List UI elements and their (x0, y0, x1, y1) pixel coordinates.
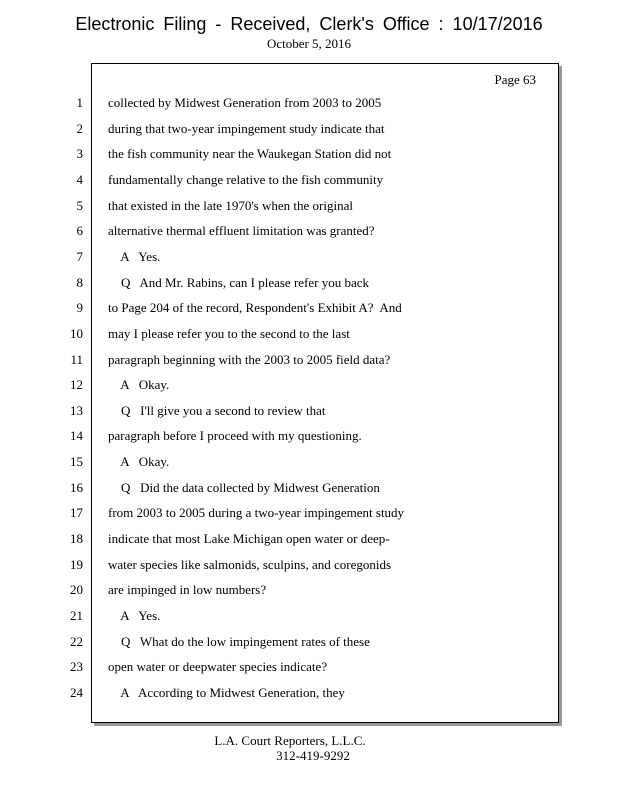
line-number: 6 (76, 223, 83, 239)
line-number: 23 (70, 659, 83, 675)
transcript-line: during that two-year impingement study indicate that (108, 120, 385, 136)
line-number: 11 (70, 351, 83, 367)
transcript-line: Q What do the low impingement rates of these (108, 633, 370, 649)
footer-phone: 312-419-9292 (276, 748, 350, 763)
transcript-line: A Yes. (108, 248, 161, 264)
transcript-line: Q Did the data collected by Midwest Generation (108, 479, 380, 495)
line-number: 14 (70, 428, 83, 444)
transcript-line: A Yes. (108, 608, 161, 623)
line-number: 17 (70, 505, 83, 521)
transcript-line: that existed in the late 1970's when the original (108, 197, 353, 213)
transcript-line: water species like salmonids, sculpins, and coregonids (108, 556, 392, 572)
transcript-line: are impinged in low numbers? (108, 582, 267, 598)
transcript-line: the fish community near the Waukegan Station did not (108, 146, 392, 162)
transcript-line: A According to Midwest Generation, they (108, 684, 345, 700)
transcript-line: A Okay. (108, 454, 170, 470)
page-number: Page 63 (494, 72, 536, 87)
line-number: 19 (70, 556, 83, 572)
line-number: 2 (76, 120, 83, 136)
transcript-line: to Page 204 of the record, Respondent's Exhibit A? And (108, 300, 402, 316)
line-number: 15 (70, 454, 83, 470)
transcript-line: fundamentally change relative to the fish community (108, 171, 384, 187)
line-number: 13 (70, 402, 83, 418)
line-number: 9 (76, 300, 83, 316)
line-number: 8 (76, 274, 83, 290)
line-number: 1 (76, 95, 83, 110)
line-number: 10 (70, 325, 83, 341)
transcript-line: indicate that most Lake Michigan open water or deep- (108, 531, 390, 547)
transcript-line: alternative thermal effluent limitation was granted? (108, 223, 375, 239)
transcript-line: paragraph beginning with the 2003 to 2005 field data? (108, 351, 391, 367)
line-number: 18 (70, 531, 83, 547)
transcript-line: open water or deepwater species indicate? (108, 659, 328, 675)
filing-stamp: Electronic Filing - Received, Clerk's Office : 10/17/2016 (75, 14, 543, 34)
transcript-line: A Okay. (108, 377, 170, 393)
line-number: 3 (76, 146, 83, 162)
line-number: 20 (70, 582, 83, 598)
line-number: 22 (70, 633, 83, 649)
line-number: 12 (70, 377, 83, 393)
transcript-line: from 2003 to 2005 during a two-year impingement study (108, 505, 405, 521)
line-number: 4 (76, 171, 83, 187)
line-number: 16 (70, 479, 83, 495)
hearing-date: October 5, 2016 (266, 36, 352, 51)
line-number: 24 (70, 684, 83, 700)
line-number: 5 (76, 197, 83, 213)
transcript-line: Q I'll give you a second to review that (108, 402, 326, 418)
transcript-line: collected by Midwest Generation from 2003 to 2005 (108, 95, 382, 110)
transcript-line: paragraph before I proceed with my questioning. (108, 428, 362, 444)
transcript-line: may I please refer you to the second to the last (108, 325, 350, 341)
footer-company: L.A. Court Reporters, L.L.C. (214, 733, 366, 748)
line-number: 7 (76, 248, 83, 264)
transcript-line: Q And Mr. Rabins, can I please refer you back (108, 274, 370, 290)
line-number: 21 (70, 608, 83, 623)
